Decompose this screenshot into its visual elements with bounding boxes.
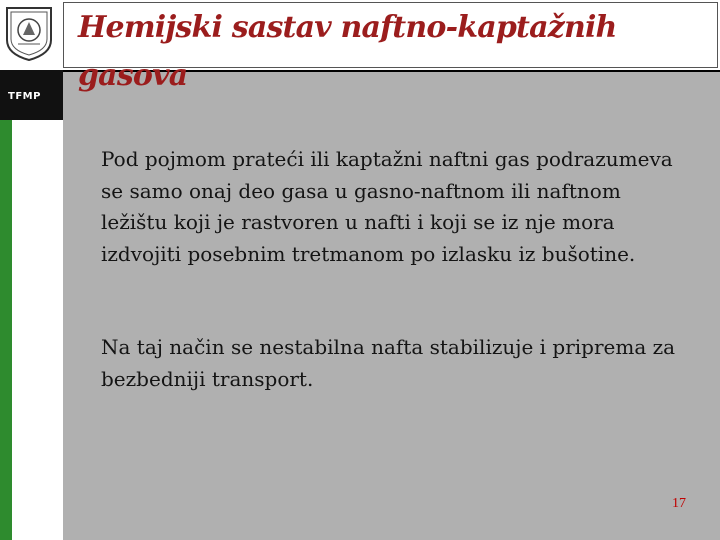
green-accent-strip (0, 120, 12, 540)
slide-title: Hemijski sastav naftno-kaptažnih gasova (78, 10, 617, 93)
slide-number: 17 (672, 496, 686, 511)
paragraph-definition: Pod pojmom prateći ili kaptažni naftni gas podrazumeva se samo onaj deo gasa u gasno-naftnom ili naftnom ležištu koji je rastvoren u nafti i koji se iz nje mora izdvojiti posebnim tretmanom po izlasku iz bušotine. (101, 147, 673, 266)
tfmp-label: TFMP (8, 91, 41, 102)
paragraph-stabilization: Na taj način se nestabilna nafta stabilizuje i priprema za bezbedniji transport. (101, 335, 676, 391)
university-seal-icon (3, 4, 55, 62)
